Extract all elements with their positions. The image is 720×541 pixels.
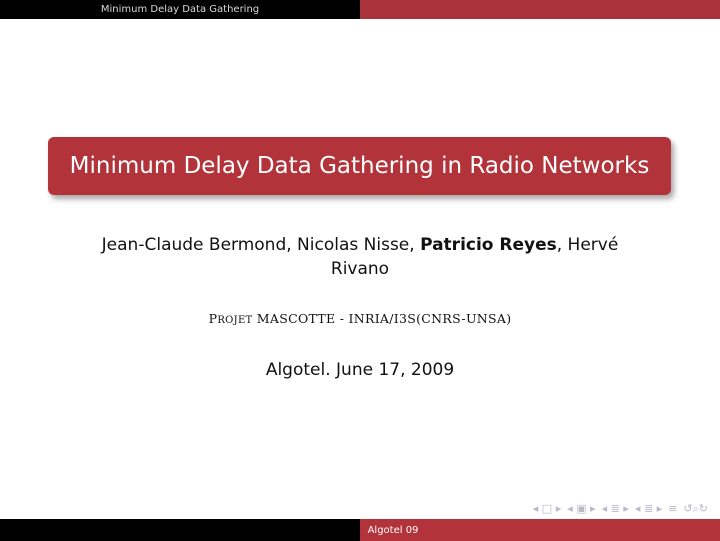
authors-line-1 — [60, 233, 660, 257]
header-section-title: Minimum Delay Data Gathering — [0, 0, 360, 19]
institution — [60, 311, 660, 326]
nav-align-icon[interactable]: ≡ — [668, 502, 678, 515]
institution-initial: P — [208, 311, 218, 326]
institution-smallcaps: ROJET — [217, 315, 253, 326]
nav-search-icon[interactable]: ↺⌕↻ — [683, 502, 708, 515]
authors-line-2: Rivano — [330, 259, 390, 279]
presenting-author: Patricio Reyes — [420, 235, 557, 255]
footer-left-band — [0, 519, 360, 541]
header-bar — [0, 0, 720, 19]
nav-next-frame-icon[interactable]: ◂ ▣ ▸ — [567, 502, 596, 515]
footer-bar — [0, 519, 720, 541]
beamer-navigation[interactable] — [533, 502, 708, 516]
event-date: Algotel. June 17, 2009 — [265, 360, 455, 380]
header-right-band — [360, 0, 720, 19]
nav-next-section-icon[interactable]: ◂ ≣ ▸ — [634, 502, 663, 515]
nav-prev-subsection-icon[interactable]: ◂ ≣ ▸ — [601, 502, 629, 515]
nav-prev-frame-icon[interactable]: ◂ □ ▸ — [532, 502, 562, 515]
footer-label: Algotel 09 — [367, 524, 419, 536]
authors-names-end: , Hervé — [556, 235, 619, 255]
slide-title: Minimum Delay Data Gathering in Radio Networks — [69, 153, 650, 179]
slide-title-box — [48, 137, 671, 195]
authors-block — [60, 233, 660, 281]
footer-right-band — [360, 519, 720, 541]
authors-names: Jean-Claude Bermond, Nicolas Nisse, — [101, 235, 421, 255]
institution-rest: MASCOTTE - INRIA/I3S(CNRS-UNSA) — [252, 311, 512, 326]
